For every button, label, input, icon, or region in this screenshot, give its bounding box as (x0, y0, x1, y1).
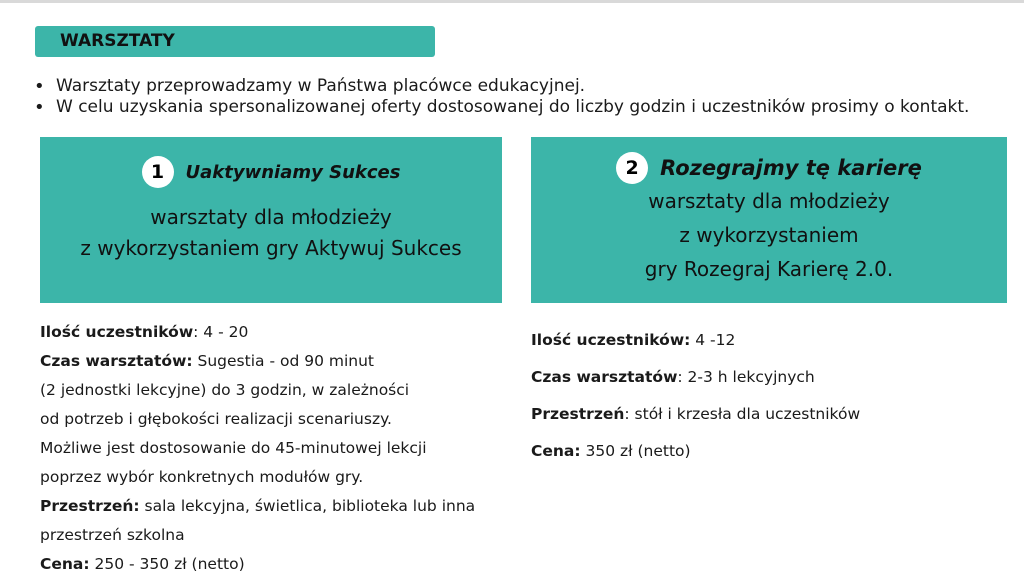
time-row (531, 359, 860, 396)
price-row (531, 433, 860, 470)
card-title-row (531, 152, 1007, 184)
workshop-details-1 (40, 318, 475, 579)
time-label: Czas warsztatów (531, 368, 678, 386)
card-title-row (40, 156, 502, 188)
participants-row (40, 318, 475, 347)
participants-label: Ilość uczestników: (531, 331, 691, 349)
workshop-card-1 (40, 137, 502, 303)
space-row (40, 492, 475, 521)
price-label: Cena: (531, 442, 581, 460)
participants-value: 4 -12 (690, 331, 736, 349)
time-value: : 2-3 h lekcyjnych (677, 368, 815, 386)
workshop-card-2 (531, 137, 1007, 303)
section-header: WARSZTATY (35, 26, 435, 57)
card-line: z wykorzystaniem gry Aktywuj Sukces (80, 236, 462, 260)
participants-row (531, 322, 860, 359)
price-row (40, 550, 475, 579)
participants-label: Ilość uczestników (40, 323, 194, 341)
card-title: Uaktywniamy Sukces (185, 161, 401, 183)
card-line: z wykorzystaniem (679, 223, 859, 247)
bullet-item: • W celu uzyskania spersonalizowanej oferty dostosowanej do liczby godzin i uczestników prosimy o kontakt. (32, 97, 969, 118)
time-value: Sugestia - od 90 minut (192, 352, 374, 370)
number-badge: 2 (616, 152, 648, 184)
card-title: Rozegrajmy tę karierę (660, 156, 922, 180)
time-label: Czas warsztatów: (40, 352, 193, 370)
top-divider (0, 0, 1024, 3)
price-value: 350 zł (netto) (580, 442, 691, 460)
space-value: sala lekcyjna, świetlica, biblioteka lub inna (139, 497, 476, 515)
time-value-line: Możliwe jest dostosowanie do 45-minutowej lekcji (40, 439, 427, 457)
time-row (40, 347, 475, 376)
price-value: 250 - 350 zł (netto) (89, 555, 245, 573)
card-line: warsztaty dla młodzieży (150, 205, 392, 229)
time-value-line: poprzez wybór konkretnych modułów gry. (40, 468, 364, 486)
participants-value: : 4 - 20 (193, 323, 249, 341)
card-line: warsztaty dla młodzieży (648, 189, 890, 213)
space-label: Przestrzeń: (40, 497, 140, 515)
space-value: : stół i krzesła dla uczestników (624, 405, 861, 423)
price-label: Cena: (40, 555, 90, 573)
time-value-line: od potrzeb i głębokości realizacji scenariuszy. (40, 410, 392, 428)
card-line: gry Rozegraj Karierę 2.0. (644, 257, 894, 281)
space-label: Przestrzeń (531, 405, 625, 423)
bullet-list (32, 76, 969, 118)
space-row (531, 396, 860, 433)
space-value-line: przestrzeń szkolna (40, 526, 185, 544)
workshop-details-2 (531, 322, 860, 470)
number-badge: 1 (142, 156, 174, 188)
bullet-item: • Warsztaty przeprowadzamy w Państwa placówce edukacyjnej. (32, 76, 969, 97)
time-value-line: (2 jednostki lekcyjne) do 3 godzin, w zależności (40, 381, 410, 399)
